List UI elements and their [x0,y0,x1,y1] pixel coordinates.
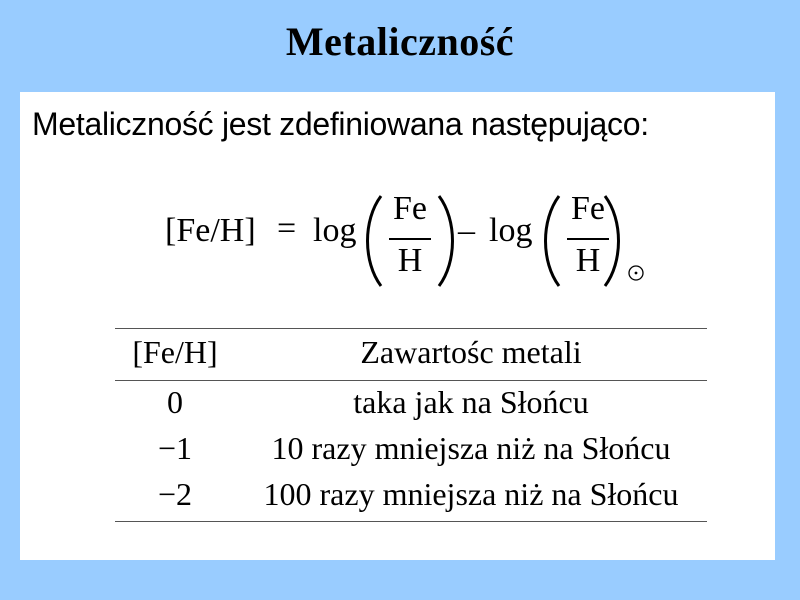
table-header-fe-h: [Fe/H] [132,334,218,370]
formula-minus: – [458,212,475,249]
left-paren-icon [537,192,563,290]
table-row: taka jak na Słońcu [353,384,589,420]
fraction-bar [389,238,431,240]
formula-equals: = [277,210,297,247]
slide-title: Metaliczność [285,19,515,64]
content-panel [20,92,775,560]
table-row: 100 razy mniejsza niż na Słońcu [263,476,679,512]
table-rule-top [115,328,707,329]
formula-log-second: log [489,212,533,249]
table-rule-mid [115,380,707,381]
table-row: 10 razy mniejsza niż na Słońcu [271,430,671,466]
fraction-numerator: Fe [571,190,605,227]
table-header-metal-content: Zawartośc metali [360,334,582,370]
intro-text: Metaliczność jest zdefiniowana następująco: [32,106,649,142]
table-row: −2 [157,476,193,512]
left-paren-icon [359,192,385,290]
right-paren-icon [601,192,627,290]
table-row: −1 [157,430,193,466]
metallicity-table [115,328,707,523]
table-row: 0 [167,384,183,420]
fraction-denominator: H [575,242,601,279]
fraction-denominator: H [397,242,423,279]
metallicity-formula [165,192,665,292]
table-rule-bottom [115,521,707,522]
formula-log-first: log [313,212,357,249]
fraction-numerator: Fe [393,190,427,227]
formula-lhs: [Fe/H] [165,212,256,249]
sun-symbol-icon [627,264,645,282]
